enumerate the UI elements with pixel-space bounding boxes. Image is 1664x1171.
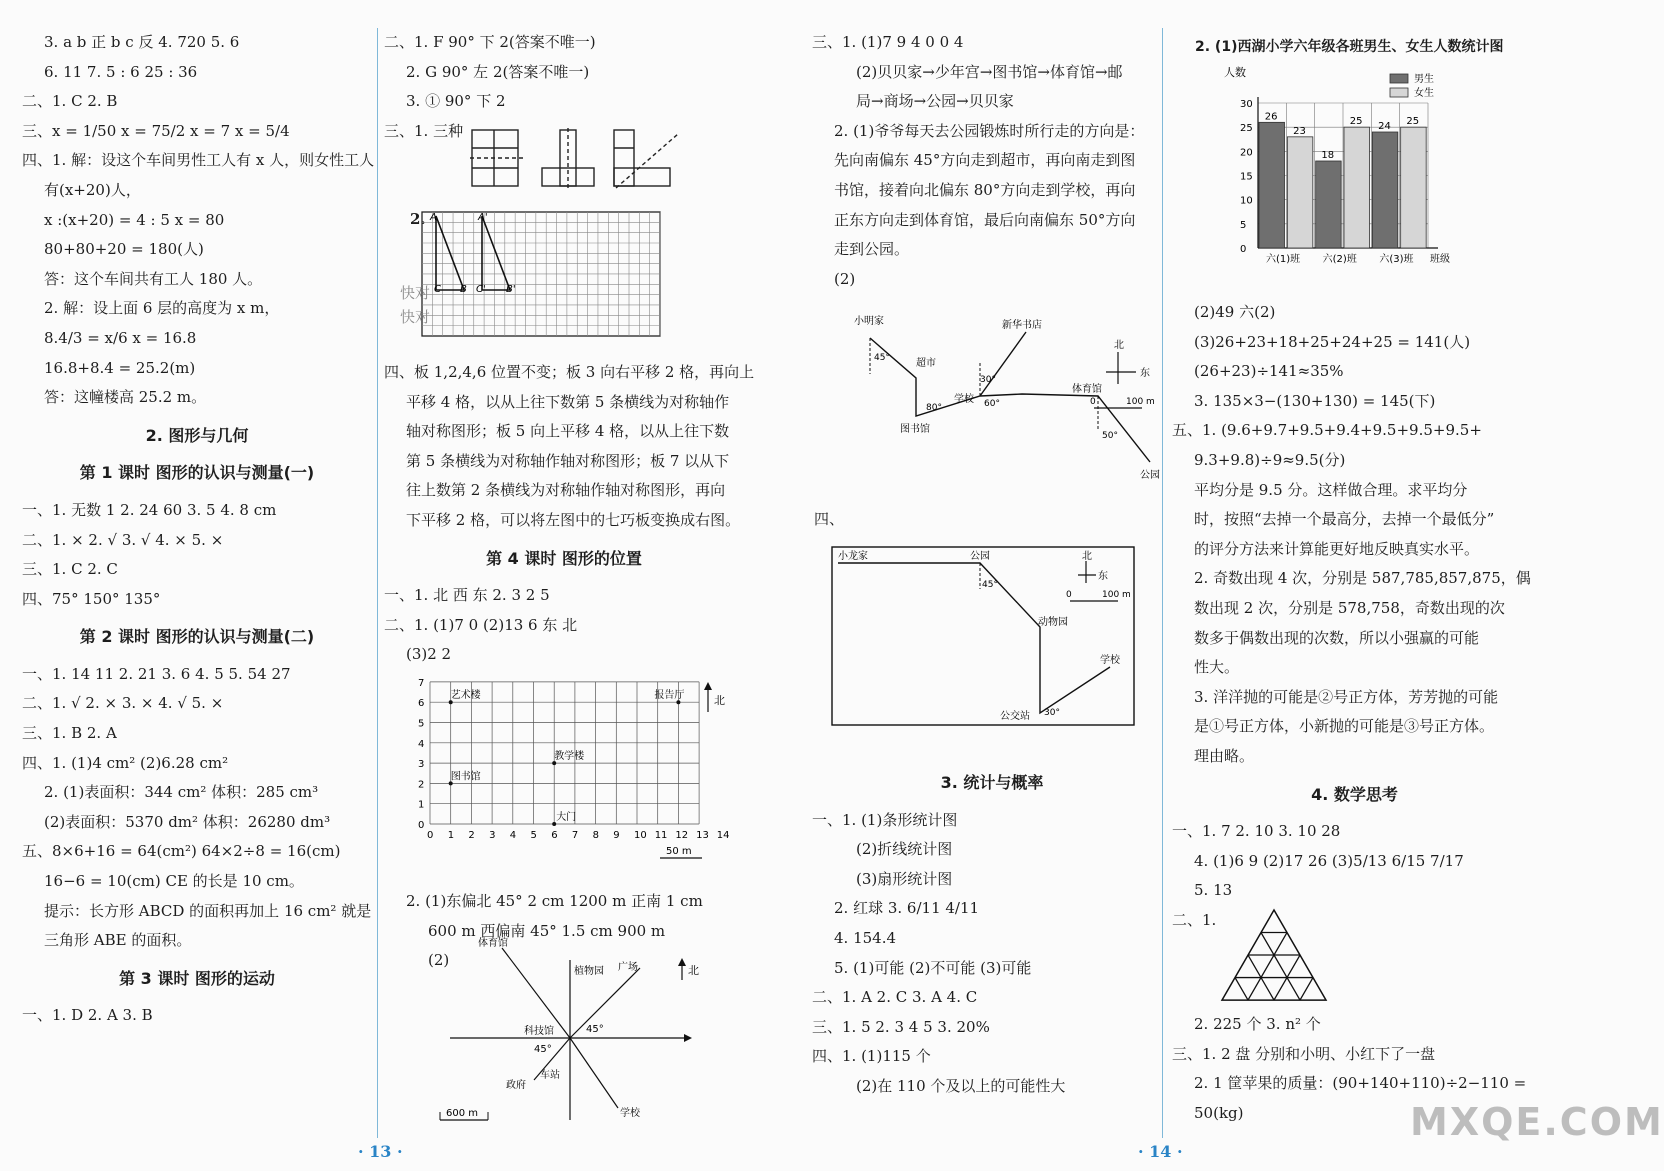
vertex-label: C <box>434 284 441 295</box>
stamp-watermark: 快对 <box>400 308 431 326</box>
answer-line: 走到公园。 <box>834 240 910 259</box>
translation-grid <box>420 210 670 338</box>
answer-line: 600 m 西偏南 45° 1.5 cm 900 m <box>428 921 666 940</box>
answer-line: 一、1. 无数 1 2. 24 60 3. 5 4. 8 cm <box>22 500 277 519</box>
column-1 <box>22 28 375 1031</box>
vertex-label: B <box>460 284 467 295</box>
y-tick-label: 4 <box>418 738 425 750</box>
place-label: 教学楼 <box>554 751 585 763</box>
answer-line: 正东方向走到体育馆，最后向南偏东 50°方向 <box>834 210 1136 229</box>
place-label: 新华书店 <box>1002 320 1042 331</box>
x-axis-label: 班级 <box>1430 254 1450 265</box>
answer-line: 一、1. 14 11 2. 21 3. 6 4. 5 5. 54 27 <box>22 664 291 683</box>
answer-line: 三、1. 2 盘 分别和小明、小红下了一盘 <box>1172 1044 1436 1063</box>
page-number: · 13 · <box>358 1142 403 1161</box>
answer-line: 3. 135×3−(130+130) = 145(下) <box>1194 391 1436 410</box>
angle-label: 80° <box>926 403 942 413</box>
answer-line: 四、板 1,2,4,6 位置不变；板 3 向右平移 2 格，再向上 <box>384 363 755 381</box>
y-tick-label: 0 <box>1240 244 1247 255</box>
answer-line: 平均分是 9.5 分。这样做合理。求平均分 <box>1194 480 1468 499</box>
question-number: 2. <box>410 210 426 228</box>
answer-line: 2. (1)爷爷每天去公园锻炼时所行走的方向是： <box>834 121 1145 140</box>
answer-line: 五、1. (9.6+9.7+9.5+9.4+9.5+9.5+9.5+ <box>1172 421 1482 440</box>
lesson-title: 第 3 课时 图形的运动 <box>119 968 275 988</box>
answer-line: 5. 13 <box>1194 881 1233 900</box>
legend-label: 男生 <box>1414 74 1434 85</box>
answer-line: 一、1. 7 2. 10 3. 10 28 <box>1172 822 1341 841</box>
section-title: 2. 图形与几何 <box>145 425 249 445</box>
place-label: 学校 <box>620 1108 640 1119</box>
answer-line: 三、1. 5 2. 3 4 5 3. 20% <box>812 1017 990 1036</box>
bar <box>1344 127 1370 248</box>
direction-map-science-museum <box>440 940 730 1140</box>
answer-line: (26+23)÷141≈35% <box>1194 362 1344 381</box>
data-label: 26 <box>1264 111 1278 123</box>
place-label: 学校 <box>1100 655 1120 666</box>
route-line <box>870 338 1150 462</box>
answer-line: (3)26+23+18+25+24+25 = 141(人) <box>1194 332 1471 351</box>
chart-heading: 2. (1)西湖小学六年级各班男生、女生人数统计图 <box>1195 39 1504 55</box>
answer-line: 8.4/3 = x/6 x = 16.8 <box>44 328 197 347</box>
place-label: 动物园 <box>1038 617 1068 628</box>
answer-line: 第 5 条横线为对称轴作轴对称图形；板 7 以从下 <box>406 451 730 470</box>
answer-line: 三角形 ABE 的面积。 <box>44 931 192 950</box>
y-tick-label: 15 <box>1240 171 1253 183</box>
place-label: 广场 <box>618 962 638 973</box>
angle-label: 50° <box>1102 431 1118 441</box>
answer-line: 二、1. × 2. √ 3. √ 4. × 5. × <box>22 530 224 549</box>
answer-line: 9.3+9.8)÷9≈9.5(分) <box>1194 450 1346 469</box>
answer-line: 五、8×6+16 = 64(cm²) 64×2÷8 = 16(cm) <box>22 842 341 861</box>
y-axis-label: 人数 <box>1224 66 1246 79</box>
answer-line: 性大。 <box>1194 658 1240 677</box>
east-label: 东 <box>1140 368 1150 379</box>
answer-line: 下平移 2 格，可以将左图中的七巧板变换成右图。 <box>406 510 741 529</box>
column-3-bottom <box>812 760 1172 1102</box>
answer-line: 16.8+8.4 = 25.2(m) <box>44 358 196 377</box>
answer-line: 有(x+20)人， <box>44 180 141 199</box>
place-label: 小龙家 <box>838 551 868 562</box>
answer-line: 2. 1 筐苹果的质量：(90+140+110)÷2−110 = <box>1194 1074 1527 1093</box>
answer-line: 二、1. <box>1172 910 1217 929</box>
answer-line: 80+80+20 = 180(人) <box>44 240 204 259</box>
column-divider <box>377 28 378 1138</box>
answer-line: (3)扇形统计图 <box>856 869 953 888</box>
answer-line: 四、1. (1)115 个 <box>812 1047 931 1066</box>
answer-line: 一、1. 北 西 东 2. 3 2 5 <box>384 586 550 605</box>
answer-line: 2. 红球 3. 6/11 4/11 <box>834 899 980 918</box>
scale-label: 100 m <box>1126 397 1155 407</box>
answer-line: 16−6 = 10(cm) CE 的长是 10 cm。 <box>44 872 304 891</box>
vertex-label: A <box>430 212 437 223</box>
route-map-grandpa <box>850 310 1170 490</box>
answer-line: 4. (1)6 9 (2)17 26 (3)5/13 6/15 7/17 <box>1194 851 1464 870</box>
coordinate-map <box>398 677 743 872</box>
answer-line: 二、1. C 2. B <box>22 92 118 111</box>
answer-line: (2) <box>428 951 450 970</box>
x-tick-label: 11 <box>654 830 668 841</box>
route-line <box>838 563 1110 713</box>
y-tick-label: 20 <box>1240 147 1253 159</box>
answer-line: 2. 奇数出现 4 次，分别是 587,785,857,875，偶 <box>1194 569 1531 588</box>
angle-label: 30° <box>980 375 996 385</box>
place-label: 体育馆 <box>1072 384 1102 395</box>
left-page <box>0 0 790 1171</box>
scale-zero: 0 <box>1066 590 1072 600</box>
answer-line: 数多于偶数出现的次数，所以小强赢的可能 <box>1194 628 1480 647</box>
x-tick-label: 7 <box>571 830 579 841</box>
vertex-label: A' <box>478 212 488 223</box>
answer-line: (2)在 110 个及以上的可能性大 <box>856 1076 1066 1095</box>
answer-line: 2. (1)东偏北 45° 2 cm 1200 m 正南 1 cm <box>406 892 703 910</box>
y-tick-label: 10 <box>1240 195 1253 207</box>
answer-line: 二、1. A 2. C 3. A 4. C <box>812 988 978 1007</box>
column-divider <box>1162 28 1163 1138</box>
answer-line: 四、1. (1)4 cm² (2)6.28 cm² <box>22 753 229 772</box>
scale-label: 100 m <box>1102 590 1131 600</box>
y-tick-label: 2 <box>418 779 425 791</box>
answer-line: 平移 4 格，以从上往下数第 5 条横线为对称轴作 <box>406 392 730 411</box>
answer-line: 2. G 90° 左 2(答案不唯一) <box>406 62 590 81</box>
symmetry-figures <box>470 128 680 190</box>
x-tick-label: 12 <box>675 830 689 841</box>
vertex-label: C' <box>476 284 486 295</box>
angle-label: 45° <box>586 1024 604 1035</box>
answer-line: 三、x = 1/50 x = 75/2 x = 7 x = 5/4 <box>22 121 290 140</box>
answer-line: 3. 洋洋抛的可能是②号正方体，芳芳抛的可能 <box>1194 687 1499 706</box>
angle-label: 45° <box>534 1044 552 1055</box>
section-title: 4. 数学思考 <box>1311 784 1398 804</box>
y-tick-label: 5 <box>1240 219 1247 231</box>
ray-stadium <box>502 948 570 1038</box>
x-tick-label: 6 <box>551 830 558 841</box>
scale-label: 50 m <box>666 846 692 857</box>
y-tick-label: 5 <box>418 718 425 730</box>
x-tick-label: 六(1)班 <box>1266 254 1301 265</box>
lesson-title: 第 1 课时 图形的认识与测量(一) <box>79 463 315 483</box>
y-tick-label: 0 <box>418 820 425 831</box>
site-watermark: MXQE.COM <box>1410 1100 1664 1144</box>
bar-chart <box>1220 60 1480 275</box>
angle-label: 45° <box>982 580 998 590</box>
legend-label: 女生 <box>1414 88 1434 99</box>
triangle-line <box>1235 978 1248 1001</box>
answer-line: 数出现 2 次，分别是 578,758，奇数出现的次 <box>1194 598 1505 617</box>
answer-line: 理由略。 <box>1194 746 1255 765</box>
data-label: 24 <box>1378 121 1391 132</box>
answer-line: 一、1. D 2. A 3. B <box>22 1006 153 1025</box>
place-label: 报告厅 <box>654 690 685 702</box>
bar <box>1372 132 1398 248</box>
answer-line: 答：这幢楼高 25.2 m。 <box>44 388 207 407</box>
y-tick-label: 3 <box>418 759 425 771</box>
answer-line: 三、1. C 2. C <box>22 560 118 579</box>
data-label: 25 <box>1349 116 1363 128</box>
x-tick-label: 1 <box>447 830 455 841</box>
column-2-mid <box>384 358 755 670</box>
answer-line: (2)贝贝家→少年宫→图书馆→体育馆→邮 <box>856 62 1123 81</box>
place-label: 植物园 <box>574 966 604 977</box>
lesson-title: 第 4 课时 图形的位置 <box>486 548 642 568</box>
answer-line: 时，按照“去掉一个最高分，去掉一个最低分” <box>1194 510 1495 529</box>
y-tick-label: 7 <box>418 677 425 689</box>
column-3 <box>812 28 1172 294</box>
place-label: 艺术楼 <box>450 690 481 702</box>
place-label: 公园 <box>970 551 990 562</box>
x-tick-label: 8 <box>592 830 599 841</box>
data-label: 25 <box>1406 116 1420 128</box>
answer-line: (3)2 2 <box>406 645 452 664</box>
place-label: 图书馆 <box>450 771 481 783</box>
answer-line: 一、1. (1)条形统计图 <box>812 810 958 829</box>
east-label: 东 <box>1098 571 1108 582</box>
bar <box>1401 127 1427 248</box>
x-tick-label: 4 <box>509 830 517 841</box>
place-label: 体育馆 <box>478 938 508 949</box>
answer-line: 5. (1)可能 (2)不可能 (3)可能 <box>834 958 1032 977</box>
place-label: 大门 <box>556 812 577 823</box>
x-tick-label: 5 <box>530 830 537 841</box>
triangle-pattern <box>1220 908 1330 1004</box>
answer-line: 局→商场→公园→贝贝家 <box>856 92 1014 111</box>
x-tick-label: 六(2)班 <box>1322 254 1357 265</box>
north-arrow-head <box>678 958 686 966</box>
place-label: 学校 <box>954 394 974 405</box>
angle-label: 60° <box>984 399 1000 409</box>
north-label: 北 <box>688 964 699 977</box>
answer-line: 四、1. 解：设这个车间男性工人有 x 人，则女性工人 <box>22 151 375 170</box>
y-tick-label: 1 <box>418 799 425 811</box>
x-tick-label: 六(3)班 <box>1379 254 1414 265</box>
place-label: 超市 <box>916 358 936 369</box>
place-label: 公交站 <box>1000 711 1030 722</box>
answer-line: 的评分方法来计算能更好地反映真实水平。 <box>1194 539 1480 558</box>
answer-line: 三、1. 三种 <box>384 121 464 140</box>
angle-label: 30° <box>1044 708 1060 718</box>
route-map-xiaolong <box>830 545 1140 730</box>
answer-line: 二、1. (1)7 0 (2)13 6 东 北 <box>384 615 578 634</box>
y-tick-label: 6 <box>418 698 425 710</box>
answer-line: (2)折线统计图 <box>856 840 953 859</box>
vertex-label: B' <box>506 284 516 295</box>
place-label: 小明家 <box>854 316 884 327</box>
place-label: 图书馆 <box>900 424 930 435</box>
answer-line: 答：这个车间共有工人 180 人。 <box>44 269 263 288</box>
answer-line: 二、1. F 90° 下 2(答案不唯一) <box>384 33 596 51</box>
section-title: 3. 统计与概率 <box>940 773 1044 792</box>
bar <box>1287 137 1313 248</box>
x-tick-label: 2 <box>468 830 475 841</box>
answer-line: x :(x+20) = 4 : 5 x = 80 <box>44 210 225 229</box>
data-label: 23 <box>1293 125 1306 137</box>
answer-line: 书馆，接着向北偏东 80°方向走到学校，再向 <box>834 180 1136 199</box>
north-arrow-head <box>704 682 712 690</box>
ray-plaza <box>570 968 640 1038</box>
place-label: 车站 <box>540 1070 560 1081</box>
angle-label: 45° <box>874 353 890 363</box>
north-label: 北 <box>714 694 725 707</box>
answer-line: 3. a b 正 b c 反 4. 720 5. 6 <box>44 33 240 51</box>
answer-line: 3. ① 90° 下 2 <box>406 92 506 111</box>
answer-line: 往上数第 2 条横线为对称轴作轴对称图形，再向 <box>406 481 726 500</box>
triangle-line <box>1300 978 1313 1001</box>
answer-line: 四、75° 150° 135° <box>22 589 161 608</box>
triangle-original <box>436 216 464 290</box>
legend-swatch <box>1390 74 1408 83</box>
x-tick-label: 0 <box>427 830 434 841</box>
y-tick-label: 30 <box>1240 99 1253 110</box>
x-tick-label: 14 <box>716 830 730 841</box>
answer-line: 2. 225 个 3. n² 个 <box>1194 1015 1321 1033</box>
right-page <box>800 0 1664 1171</box>
answer-line: 三、1. (1)7 9 4 0 0 4 <box>812 33 964 51</box>
answer-line: 二、1. √ 2. × 3. × 4. √ 5. × <box>22 694 224 713</box>
bar <box>1316 161 1342 248</box>
x-tick-label: 3 <box>489 830 496 841</box>
x-tick-label: 9 <box>613 830 620 841</box>
ray-school <box>570 1038 618 1108</box>
answer-line: 三、1. B 2. A <box>22 724 117 743</box>
stamp-watermark: 快对 <box>400 284 431 302</box>
triangle-translated <box>482 216 510 290</box>
answer-line: 先向南偏东 45°方向走到超市，再向南走到图 <box>834 151 1136 170</box>
place-label: 公园 <box>1140 470 1160 481</box>
lesson-title: 第 2 课时 图形的认识与测量(二) <box>79 627 315 647</box>
data-label: 18 <box>1321 150 1335 161</box>
answer-line: 6. 11 7. 5 : 6 25 : 36 <box>44 62 198 81</box>
legend-swatch <box>1390 88 1408 97</box>
y-tick-label: 25 <box>1240 123 1253 135</box>
answer-line: 是①号正方体，小新抛的可能是③号正方体。 <box>1194 717 1495 736</box>
place-label: 政府 <box>506 1080 526 1091</box>
column-4 <box>1172 298 1537 935</box>
answer-line: (2)49 六(2) <box>1194 303 1276 321</box>
route-bookstore <box>980 332 1026 396</box>
north-label: 北 <box>1114 340 1124 351</box>
place-label: 科技馆 <box>524 1026 554 1037</box>
answer-line: 2. 解：设上面 6 层的高度为 x m， <box>44 299 280 318</box>
north-label: 北 <box>1082 551 1092 562</box>
axis-arrow <box>684 1034 692 1042</box>
x-tick-label: 10 <box>634 830 647 841</box>
answer-line: (2) <box>834 269 856 288</box>
x-tick-label: 13 <box>696 830 709 841</box>
answer-line: 4. 154.4 <box>834 928 897 947</box>
map-frame <box>832 547 1134 725</box>
answer-line: 2. (1)表面积：344 cm² 体积：285 cm³ <box>44 783 319 802</box>
page-number: · 14 · <box>1138 1142 1183 1161</box>
answer-line: 轴对称图形；板 5 向上平移 4 格，以从上往下数 <box>406 422 730 441</box>
bar <box>1259 122 1285 248</box>
scale-zero: 0 <box>1090 397 1096 407</box>
answer-line: 50(kg) <box>1194 1103 1244 1122</box>
answer-line: 提示：长方形 ABCD 的面积再加上 16 cm² 就是 <box>44 901 372 920</box>
answer-line: (2)表面积：5370 dm² 体积：26280 dm³ <box>44 812 331 831</box>
scale-label: 600 m <box>446 1108 479 1119</box>
question-number: 四、 <box>814 510 845 528</box>
